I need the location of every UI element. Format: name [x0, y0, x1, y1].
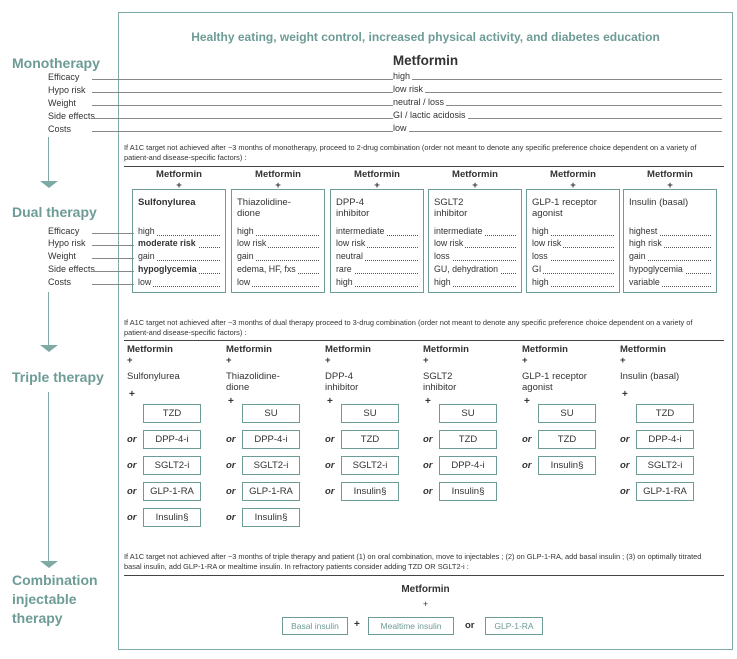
triple-plus: + [423, 355, 429, 366]
triple-metformin: Metformin [423, 344, 469, 355]
triple-option-box: GLP-1-RA [143, 482, 201, 501]
triple-option-box: DPP-4-i [636, 430, 694, 449]
dual-value: high [532, 226, 549, 236]
triple-option-box: SU [242, 404, 300, 423]
triple-option-box: DPP-4-i [143, 430, 201, 449]
plus-sign: + [354, 619, 360, 630]
triple-option-box: TZD [538, 430, 596, 449]
flow-line-1 [48, 137, 49, 183]
note-to-triple: If A1C target not achieved after ~3 months of dual therapy proceed to 3-drug combination (order not meant to denote any specific preference choice dependent on a variety of patient-and disease-specific factors) : [124, 318, 693, 337]
dual-value: loss [434, 251, 450, 261]
stage-combination-line2: injectable [12, 591, 77, 607]
mealtime-insulin-box: Mealtime insulin [368, 617, 454, 635]
dual-row-label: Weight [48, 251, 76, 261]
dual-drug-name: DPP-4 [336, 197, 364, 208]
triple-option-box: SGLT2-i [242, 456, 300, 475]
dual-plus: + [374, 180, 380, 191]
combo-drug: Metformin [401, 584, 450, 595]
dual-plus: + [472, 180, 478, 191]
triple-option-box: GLP-1-RA [636, 482, 694, 501]
dual-drug-name: agonist [532, 208, 563, 219]
mono-value: low risk [393, 84, 424, 94]
triple-option-box: SU [538, 404, 596, 423]
or-label: or [325, 434, 335, 445]
or-label: or [226, 434, 236, 445]
triple-drug-name: SGLT2 [423, 371, 453, 382]
dual-drug-name: dione [237, 208, 261, 219]
or-label: or [522, 460, 532, 471]
triple-metformin: Metformin [325, 344, 371, 355]
dual-value: intermediate [336, 226, 385, 236]
triple-drug-name: GLP-1 receptor [522, 371, 587, 382]
or-label: or [127, 512, 137, 523]
dual-value: low risk [434, 238, 464, 248]
triple-option-box: Insulin§ [439, 482, 497, 501]
or-label: or [325, 460, 335, 471]
triple-option-box: DPP-4-i [242, 430, 300, 449]
dual-value: low [237, 277, 251, 287]
dual-plus: + [275, 180, 281, 191]
dual-label-line [92, 233, 134, 234]
dual-value: low risk [336, 238, 366, 248]
dual-plus: + [667, 180, 673, 191]
dual-row-label: Costs [48, 277, 72, 287]
triple-plus-sign: + [228, 396, 234, 407]
triple-drug-name: dione [226, 382, 250, 393]
stage-triple-therapy: Triple therapy [12, 369, 104, 385]
mono-value: low [393, 123, 407, 133]
dual-value: low [138, 277, 152, 287]
dual-value: gain [629, 251, 646, 261]
dual-value: neutral [336, 251, 363, 261]
dual-row-label: Efficacy [48, 226, 80, 236]
or-label: or [465, 620, 475, 631]
mono-drug: Metformin [392, 53, 459, 68]
dual-label-line [92, 245, 134, 246]
triple-option-box: TZD [636, 404, 694, 423]
or-label: or [423, 460, 433, 471]
triple-metformin: Metformin [522, 344, 568, 355]
triple-plus-sign: + [524, 396, 530, 407]
dual-value: moderate risk [138, 238, 196, 248]
flow-line-3 [48, 392, 49, 562]
note-to-dual: If A1C target not achieved after ~3 months of monotherapy, proceed to 2-drug combination (order not meant to denote any specific preference choice dependent on a variety of patient-and disease-specific factors) : [124, 143, 697, 162]
triple-option-box: Insulin§ [538, 456, 596, 475]
dual-value: high [434, 277, 451, 287]
stage-monotherapy: Monotherapy [12, 55, 100, 71]
triple-option-box: SGLT2-i [143, 456, 201, 475]
dual-value: loss [532, 251, 548, 261]
triple-drug-name: inhibitor [423, 382, 457, 393]
triple-option-box: TZD [439, 430, 497, 449]
or-label: or [226, 486, 236, 497]
dual-value: high [532, 277, 549, 287]
separator [124, 166, 724, 167]
triple-option-box: SU [341, 404, 399, 423]
dual-value: gain [138, 251, 155, 261]
or-label: or [127, 434, 137, 445]
glp1-ra-box: GLP-1-RA [485, 617, 543, 635]
arrow-down-icon [40, 181, 58, 188]
dual-value: hypoglycemia [629, 264, 683, 274]
dual-metformin: Metformin [452, 169, 498, 180]
dual-metformin: Metformin [255, 169, 301, 180]
dual-value: low risk [237, 238, 267, 248]
triple-drug-name: Sulfonylurea [127, 371, 180, 382]
dual-drug-name: inhibitor [336, 208, 370, 219]
triple-metformin: Metformin [127, 344, 173, 355]
triple-option-box: Insulin§ [242, 508, 300, 527]
triple-option-box: TZD [143, 404, 201, 423]
stage-combination-line3: therapy [12, 610, 63, 626]
dual-value: high [138, 226, 155, 236]
or-label: or [423, 434, 433, 445]
triple-metformin: Metformin [226, 344, 272, 355]
or-label: or [127, 486, 137, 497]
triple-drug-name: DPP-4 [325, 371, 353, 382]
triple-plus: + [226, 355, 232, 366]
dual-value: rare [336, 264, 352, 274]
stage-combination-line1: Combination [12, 572, 98, 588]
dual-dotted-line [532, 273, 614, 274]
dual-label-line [92, 258, 134, 259]
dual-value: variable [629, 277, 660, 287]
dual-metformin: Metformin [550, 169, 596, 180]
dual-value: edema, HF, fxs [237, 264, 296, 274]
triple-drug-name: agonist [522, 382, 553, 393]
triple-plus: + [620, 355, 626, 366]
dual-value: intermediate [434, 226, 483, 236]
triple-option-box: SGLT2-i [636, 456, 694, 475]
separator [124, 340, 724, 341]
triple-option-box: SGLT2-i [341, 456, 399, 475]
or-label: or [620, 460, 630, 471]
triple-plus-sign: + [622, 389, 628, 400]
dual-value: GI [532, 264, 542, 274]
triple-plus: + [522, 355, 528, 366]
triple-option-box: GLP-1-RA [242, 482, 300, 501]
dual-drug-name: Insulin (basal) [629, 197, 689, 208]
basal-insulin-box: Basal insulin [282, 617, 348, 635]
dual-row-label: Side effects [48, 264, 95, 274]
triple-plus: + [325, 355, 331, 366]
triple-option-box: Insulin§ [143, 508, 201, 527]
dual-metformin: Metformin [156, 169, 202, 180]
or-label: or [226, 512, 236, 523]
dual-value: highest [629, 226, 658, 236]
dual-drug-name: Thiazolidine- [237, 197, 291, 208]
dual-metformin: Metformin [354, 169, 400, 180]
or-label: or [226, 460, 236, 471]
or-label: or [620, 434, 630, 445]
row-label: Weight [48, 98, 76, 108]
mono-value: neutral / loss [393, 97, 445, 107]
dual-plus: + [570, 180, 576, 191]
dual-label-line [92, 271, 134, 272]
dual-row-label: Hypo risk [48, 238, 86, 248]
row-label: Hypo risk [48, 85, 86, 95]
triple-plus-sign: + [425, 396, 431, 407]
dual-value: high risk [629, 238, 662, 248]
triple-option-box: SU [439, 404, 497, 423]
dual-plus: + [176, 180, 182, 191]
dual-value: hypoglycemia [138, 264, 197, 274]
arrow-down-icon [40, 561, 58, 568]
dual-value: high [237, 226, 254, 236]
dual-metformin: Metformin [647, 169, 693, 180]
or-label: or [423, 486, 433, 497]
dual-value: gain [237, 251, 254, 261]
separator [124, 575, 724, 576]
combo-plus: + [422, 599, 429, 609]
triple-plus-sign: + [327, 396, 333, 407]
row-label: Costs [48, 124, 72, 134]
mono-value: GI / lactic acidosis [393, 110, 466, 120]
dual-label-line [92, 284, 134, 285]
dual-drug-name: inhibitor [434, 208, 468, 219]
triple-drug-name: Insulin (basal) [620, 371, 680, 382]
triple-option-box: TZD [341, 430, 399, 449]
note-to-combo: If A1C target not achieved after ~3 months of triple therapy and patient (1) on oral combination, move to injectables ; (2) on GLP-1-RA, add basal insulin ; (3) on optimally titrated basal insulin, add GLP-1-RA or mealtime insulin. In refractory patients consider adding TZD OR SGLT2-i : [124, 552, 702, 571]
mono-value: high [393, 71, 411, 81]
dual-value: GU, dehydration [434, 264, 499, 274]
page-title: Healthy eating, weight control, increased physical activity, and diabetes education [191, 30, 660, 44]
or-label: or [325, 486, 335, 497]
dual-drug-name: GLP-1 receptor [532, 197, 597, 208]
dual-drug-name: SGLT2 [434, 197, 464, 208]
row-label: Side effects [48, 111, 95, 121]
flow-line-2 [48, 292, 49, 347]
row-label: Efficacy [48, 72, 80, 82]
dual-drug-name: Sulfonylurea [138, 197, 196, 208]
or-label: or [127, 460, 137, 471]
stage-dual-therapy: Dual therapy [12, 204, 97, 220]
triple-drug-name: inhibitor [325, 382, 359, 393]
or-label: or [522, 434, 532, 445]
triple-drug-name: Thiazolidine- [226, 371, 280, 382]
triple-option-box: DPP-4-i [439, 456, 497, 475]
dual-value: low risk [532, 238, 562, 248]
triple-metformin: Metformin [620, 344, 666, 355]
triple-option-box: Insulin§ [341, 482, 399, 501]
dual-value: high [336, 277, 353, 287]
or-label: or [620, 486, 630, 497]
triple-plus: + [127, 355, 133, 366]
triple-plus-sign: + [129, 389, 135, 400]
arrow-down-icon [40, 345, 58, 352]
